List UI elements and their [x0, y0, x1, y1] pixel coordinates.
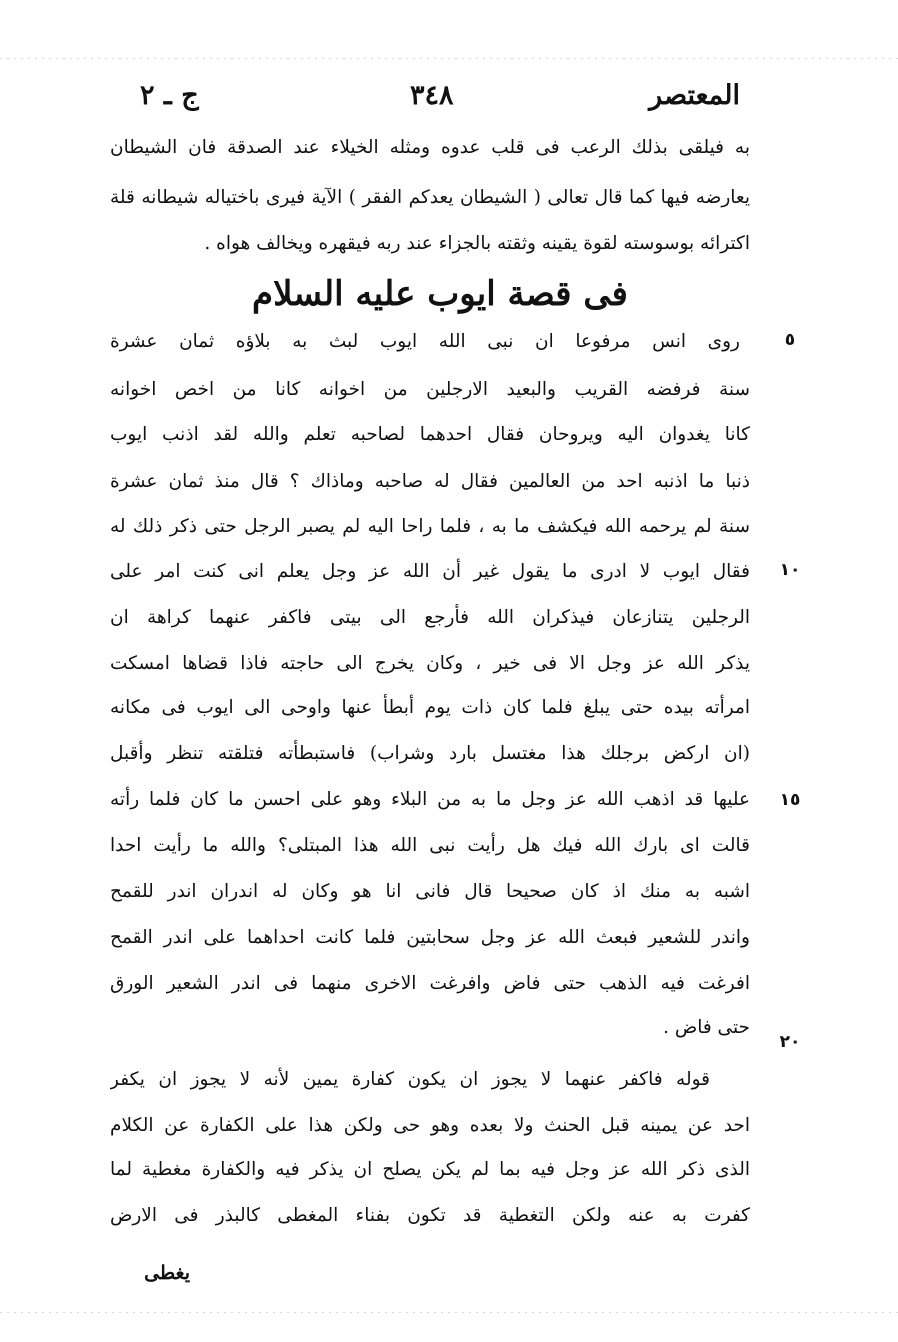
text-line: حتى فاض .	[663, 1017, 750, 1038]
text-line: سنة لم يرحمه الله فيكشف ما به ، فلما راحا اليه لم يصبر الرجل حتى ذكر ذلك له	[110, 516, 750, 537]
line-number-15: ١٥	[779, 790, 801, 810]
text-line: قالت اى بارك الله فيك هل رأيت نبى الله هذا المبتلى؟ والله ما رأيت احدا	[110, 835, 750, 856]
text-line: كفرت به عنه ولكن التغطية قد تكون بفناء المغطى كالبذر فى الارض	[110, 1205, 750, 1226]
text-line: به فيلقى بذلك الرعب فى قلب عدوه ومثله الخيلاء عند الصدقة فان الشيطان	[110, 137, 750, 158]
text-line: الرجلين يتنازعان فيذكران الله فأرجع الى بيتى فاكفر عنهما كراهة ان	[110, 607, 750, 628]
volume-label: ج ـ ٢	[140, 80, 199, 111]
scan-artifact-line	[0, 1312, 898, 1313]
text-line: سنة فرفضه القريب والبعيد الارجلين من اخوانه كانا من اخص اخوانه	[110, 379, 750, 400]
text-line: احد عن يمينه قبل الحنث ولا بعده وهو حى ولكن هذا على الكفارة عن الكلام	[110, 1115, 750, 1136]
text-line: قوله فاكفر عنهما لا يجوز ان يكون كفارة يمين لأنه لا يجوز ان يكفر	[110, 1069, 710, 1090]
running-header	[110, 80, 750, 120]
text-line: (ان اركض برجلك هذا مغتسل بارد وشراب) فاستبطأته فتلقته تنظر وأقبل	[110, 743, 750, 764]
text-line: روى انس مرفوعا ان نبى الله ايوب لبث به بلاؤه ثمان عشرة	[110, 331, 740, 352]
text-line: كانا يغدوان اليه ويروحان فقال احدهما لصاحبه تعلم والله لقد اذنب ايوب	[110, 424, 750, 445]
page-number: ٣٤٨	[410, 80, 454, 111]
book-title: المعتصر	[649, 80, 740, 111]
text-line: واندر للشعير فبعث الله عز وجل سحابتين فلما كانت احداهما على اندر القمح	[110, 927, 750, 948]
line-number-10: ١٠	[779, 560, 801, 580]
text-line: الذى ذكر الله عز وجل فيه بما لم يكن يصلح ان يذكر فيه والكفارة مغطية لما	[110, 1159, 750, 1180]
section-heading: فى قصة ايوب عليه السلام	[252, 274, 628, 314]
text-line: ذنبا ما اذنبه احد من العالمين فقال له صاحبه وماذاك ؟ قال منذ ثمان عشرة	[110, 471, 750, 492]
text-line: فقال ايوب لا ادرى ما يقول غير أن الله عز وجل يعلم انى كنت امر على	[110, 561, 750, 582]
text-line: يعارضه فيها كما قال تعالى ( الشيطان يعدكم الفقر ) الآية فيرى باختياله شيطانه قلة	[110, 187, 750, 208]
text-line: يذكر الله عز وجل الا فى خير ، وكان يخرج الى حاجته فاذا قضاها امسكت	[110, 653, 750, 674]
text-line: امرأته بيده حتى يبلغ فلما كان ذات يوم أبطأ عنها واوحى الى ايوب فى مكانه	[110, 697, 750, 718]
text-line: عليها قد اذهب الله عز وجل ما به من البلاء وهو على احسن ما كان فلما رأته	[110, 789, 750, 810]
line-number-20: ٢٠	[779, 1032, 801, 1052]
line-number-5: ٥	[784, 330, 796, 350]
scan-artifact-line	[0, 58, 898, 59]
catchword: يغطى	[144, 1262, 190, 1284]
text-line: اشبه به منك اذ كان صحيحا قال فانى انا هو وكان له اندران اندر للقمح	[110, 881, 750, 902]
text-line: افرغت فيه الذهب حتى فاض وافرغت الاخرى منهما فى اندر الشعير الورق	[110, 973, 750, 994]
text-line: اكترائه بوسوسته لقوة يقينه وثقته بالجزاء عند ربه فيقهره ويخالف هواه .	[204, 233, 750, 254]
